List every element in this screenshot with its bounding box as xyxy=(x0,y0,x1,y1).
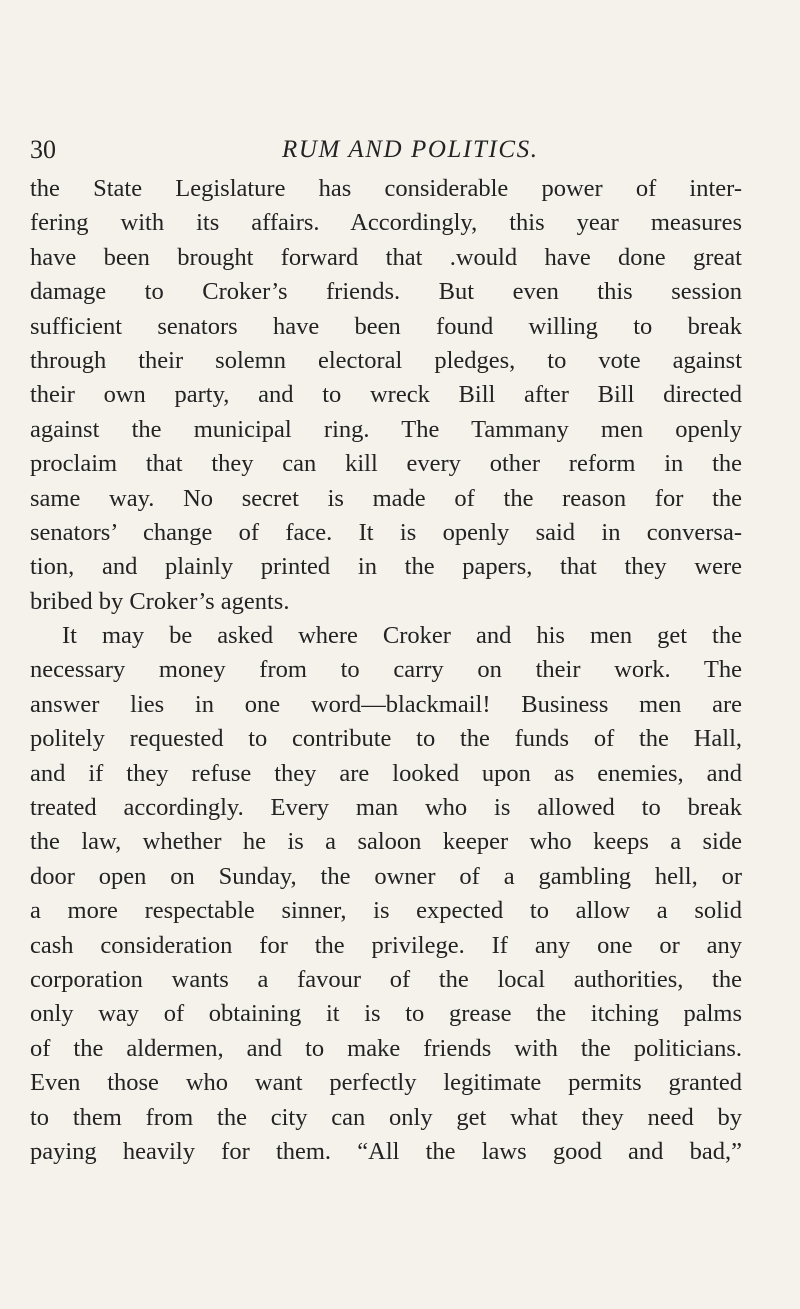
text-line: fering with its affairs. Accordingly, this year measures xyxy=(30,209,742,237)
text-line: have been brought forward that .would have done great xyxy=(30,243,742,271)
paragraph-start-line: It may be asked where Croker and his men get the xyxy=(62,622,742,650)
text-line: paying heavily for them. “All the laws good and bad,” xyxy=(30,1137,742,1165)
text-line: politely requested to contribute to the funds of the Hall, xyxy=(30,725,742,753)
text-line: through their solemn electoral pledges, to vote against xyxy=(30,346,742,374)
text-line: damage to Croker’s friends. But even this session xyxy=(30,278,742,306)
text-line: cash consideration for the privilege. If any one or any xyxy=(30,931,742,959)
text-line: against the municipal ring. The Tammany men openly xyxy=(30,415,742,443)
text-line: door open on Sunday, the owner of a gambling hell, or xyxy=(30,862,742,890)
text-line: to them from the city can only get what they need by xyxy=(30,1103,742,1131)
running-head xyxy=(0,130,800,170)
text-line: tion, and plainly printed in the papers, that they were xyxy=(30,553,742,581)
text-line: Even those who want perfectly legitimate permits granted xyxy=(30,1069,742,1097)
text-line: the law, whether he is a saloon keeper who keeps a side xyxy=(30,828,742,856)
body-text xyxy=(30,172,742,1169)
text-line: sufficient senators have been found willing to break xyxy=(30,312,742,340)
paragraph-end-line: bribed by Croker’s agents. xyxy=(30,587,290,615)
text-line: their own party, and to wreck Bill after Bill directed xyxy=(30,381,742,409)
text-line: and if they refuse they are looked upon as enemies, and xyxy=(30,759,742,787)
text-line: the State Legislature has considerable power of inter- xyxy=(30,175,742,202)
text-line: of the aldermen, and to make friends with the politicians. xyxy=(30,1034,742,1062)
text-line: a more respectable sinner, is expected to allow a solid xyxy=(30,897,742,925)
text-line: treated accordingly. Every man who is allowed to break xyxy=(30,794,742,822)
text-line: corporation wants a favour of the local authorities, the xyxy=(30,965,742,993)
text-line: senators’ change of face. It is openly said in conversa- xyxy=(30,518,742,546)
text-line: necessary money from to carry on their work. The xyxy=(30,656,742,684)
text-line: answer lies in one word—blackmail! Business men are xyxy=(30,690,742,718)
running-title: RUM AND POLITICS. xyxy=(282,136,539,163)
page-number: 30 xyxy=(30,135,56,164)
text-line: same way. No secret is made of the reason for the xyxy=(30,484,742,512)
text-line: only way of obtaining it is to grease the itching palms xyxy=(30,1000,742,1028)
text-line: proclaim that they can kill every other reform in the xyxy=(30,450,742,478)
